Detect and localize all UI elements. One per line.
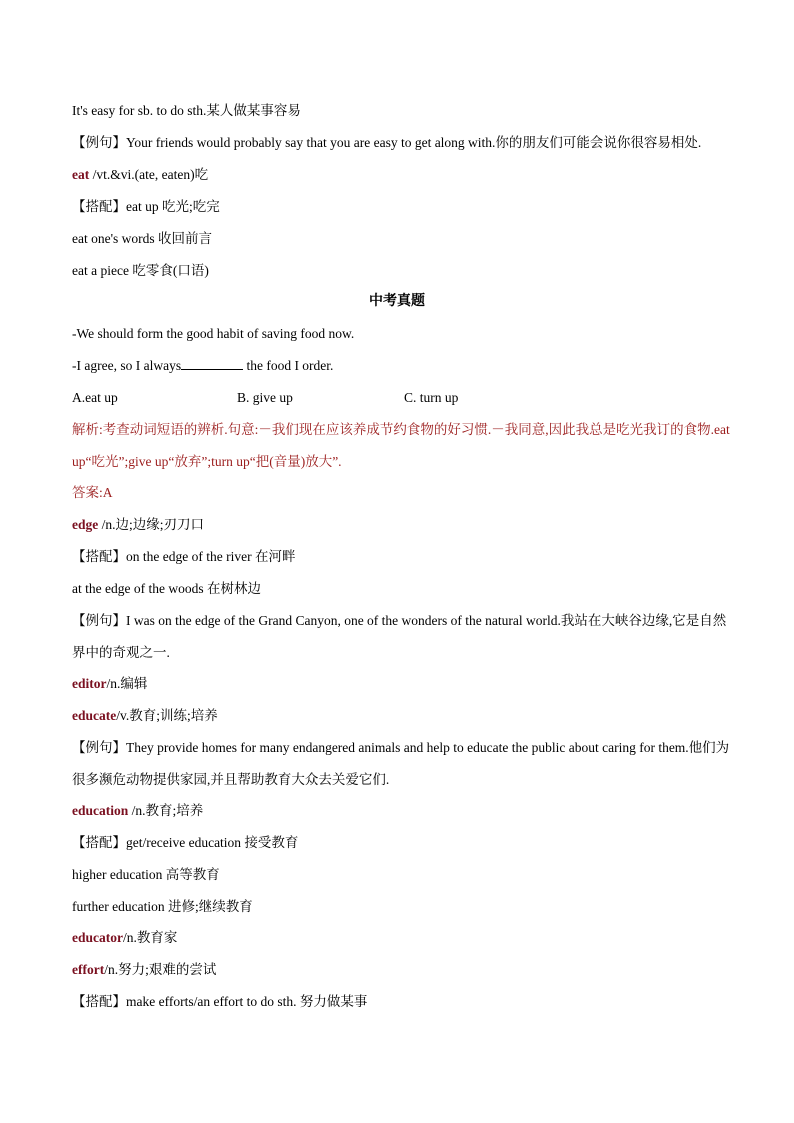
exam-question-suffix: the food I order. bbox=[243, 358, 334, 373]
option-c: C. turn up bbox=[404, 390, 459, 405]
definition-educate: /v.教育;训练;培养 bbox=[116, 708, 218, 723]
entry-eat bbox=[72, 165, 732, 185]
entry-educate bbox=[72, 706, 732, 726]
education-collocation-1: 【搭配】get/receive education 接受教育 bbox=[72, 835, 299, 850]
exam-answer: 答案:A bbox=[72, 485, 113, 500]
headword-educate: educate bbox=[72, 708, 117, 723]
educate-example: 【例句】They provide homes for many endangered animals and help to educate the public about caring for them.他们为很多濒危动物提供家园,并且帮助教育大众去关爱它们. bbox=[72, 740, 730, 787]
eat-collocation-2: eat one's words 收回前言 bbox=[72, 231, 213, 246]
education-collocation-3: further education 进修;继续教育 bbox=[72, 899, 253, 914]
definition-editor: /n.编辑 bbox=[106, 676, 148, 691]
headword-edge: edge bbox=[72, 517, 99, 532]
entry-editor bbox=[72, 674, 732, 694]
definition-effort: /n.努力;艰难的尝试 bbox=[104, 962, 217, 977]
eat-collocation-1: 【搭配】eat up 吃光;吃完 bbox=[72, 199, 220, 214]
definition-educator: /n.教育家 bbox=[123, 930, 178, 945]
entry-effort bbox=[72, 960, 732, 980]
exam-question-line-1: -We should form the good habit of saving food now. bbox=[72, 326, 355, 341]
headword-effort: effort bbox=[72, 962, 105, 977]
exam-question-prefix: -I agree, so I always bbox=[72, 358, 182, 373]
definition-eat: /vt.&vi.(ate, eaten)吃 bbox=[89, 167, 209, 182]
entry-edge bbox=[72, 515, 732, 535]
easy-phrase: It's easy for sb. to do sth.某人做某事容易 bbox=[72, 103, 301, 118]
definition-education: /n.教育;培养 bbox=[128, 803, 204, 818]
exam-options bbox=[72, 388, 732, 408]
answer-blank bbox=[181, 357, 243, 370]
entry-educator bbox=[72, 928, 732, 948]
exam-analysis: 解析:考查动词短语的辨析.句意:－我们现在应该养成节约食物的好习惯.－我同意,因此我总是吃光我订的食物.eat up“吃光”;give up“放弃”;turn up“把(音量)放大”. bbox=[72, 422, 730, 469]
edge-collocation-1: 【搭配】on the edge of the river 在河畔 bbox=[72, 549, 296, 564]
eat-collocation-3: eat a piece 吃零食(口语) bbox=[72, 263, 209, 278]
option-b: B. give up bbox=[237, 390, 293, 405]
exam-section-title: 中考真题 bbox=[369, 294, 425, 309]
headword-editor: editor bbox=[72, 676, 107, 691]
definition-edge: /n.边;边缘;刃刀口 bbox=[98, 517, 205, 532]
headword-educator: educator bbox=[72, 930, 123, 945]
exam-question-line-2 bbox=[72, 356, 732, 376]
effort-collocation-1: 【搭配】make efforts/an effort to do sth. 努力做某事 bbox=[72, 994, 368, 1009]
headword-eat: eat bbox=[72, 167, 90, 182]
entry-education bbox=[72, 801, 732, 821]
easy-example: 【例句】Your friends would probably say that you are easy to get along with.你的朋友们可能会说你很容易相处. bbox=[72, 135, 702, 150]
headword-education: education bbox=[72, 803, 129, 818]
option-a: A.eat up bbox=[72, 390, 118, 405]
edge-collocation-2: at the edge of the woods 在树林边 bbox=[72, 581, 261, 596]
edge-example: 【例句】I was on the edge of the Grand Canyon, one of the wonders of the natural world.我站在大峡谷边缘,它是自然界中的奇观之一. bbox=[72, 613, 727, 660]
education-collocation-2: higher education 高等教育 bbox=[72, 867, 220, 882]
